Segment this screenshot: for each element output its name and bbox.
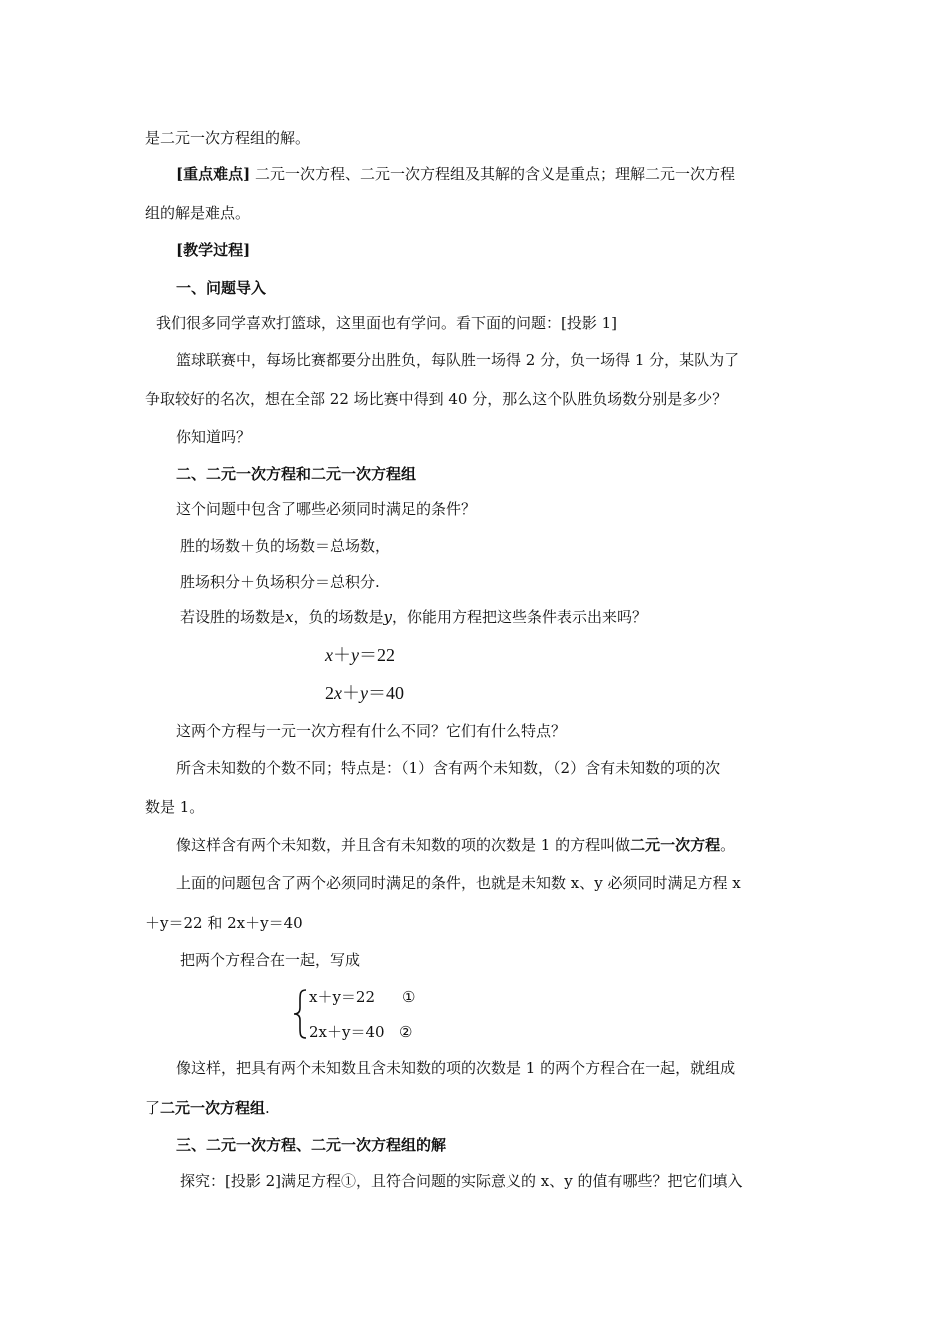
paragraph-line: 篮球联赛中，每场比赛都要分出胜负，每队胜一场得 2 分，负一场得 1 分，某队为了 bbox=[176, 351, 740, 369]
paragraph-line: 上面的问题包含了两个必须同时满足的条件，也就是未知数 x、y 必须同时满足方程 x bbox=[176, 874, 741, 892]
equation-text: 2x＋y＝40 bbox=[309, 1023, 385, 1041]
paragraph-line: 你知道吗？ bbox=[176, 428, 252, 446]
paragraph-line: 这两个方程与一元一次方程有什么不同？它们有什么特点？ bbox=[176, 722, 567, 740]
coefficient: 2 bbox=[325, 683, 334, 703]
text-run: 像这样含有两个未知数，并且含有未知数的项的次数是 1 的方程叫做 bbox=[176, 836, 631, 854]
variable-x: x bbox=[285, 608, 294, 626]
left-brace-icon bbox=[290, 988, 310, 1040]
variable-y: y bbox=[383, 608, 392, 626]
paragraph-line: 数是 1。 bbox=[145, 798, 205, 816]
term-bold: 二元一次方程 bbox=[630, 836, 721, 854]
paragraph-line bbox=[176, 835, 735, 855]
section-heading: [教学过程] bbox=[176, 241, 251, 259]
system-equation-2 bbox=[309, 1022, 385, 1042]
section-heading: 一、问题导入 bbox=[176, 279, 267, 297]
paragraph-line: 是二元一次方程组的解。 bbox=[145, 129, 311, 147]
text-run: 若设胜的场数是 bbox=[180, 608, 286, 626]
equation-rhs: ＝22 bbox=[359, 645, 395, 665]
paragraph-line: ＋y＝22 和 2x＋y＝40 bbox=[145, 914, 303, 932]
paragraph-line: 把两个方程合在一起，写成 bbox=[180, 951, 361, 969]
text-run: 。 bbox=[720, 836, 736, 854]
paragraph-line: 争取较好的名次，想在全部 22 场比赛中得到 40 分，那么这个队胜负场数分别是多少？ bbox=[145, 390, 728, 408]
variable-y: y bbox=[360, 683, 368, 703]
section-heading: 二、二元一次方程和二元一次方程组 bbox=[176, 465, 417, 483]
operator: ＋ bbox=[342, 683, 360, 703]
variable-x: x bbox=[334, 683, 342, 703]
variable-y: y bbox=[351, 645, 359, 665]
circled-number-2: ② bbox=[399, 1023, 413, 1041]
paragraph-line: 胜场积分＋负场积分＝总积分. bbox=[180, 573, 380, 591]
paragraph-line: 所含未知数的个数不同；特点是：（1）含有两个未知数，（2）含有未知数的项的次 bbox=[176, 759, 721, 777]
text-run: 了 bbox=[145, 1099, 161, 1117]
variable-x: x bbox=[325, 645, 333, 665]
paragraph-line: 胜的场数＋负的场数＝总场数， bbox=[180, 537, 391, 555]
key-points-text: 二元一次方程、二元一次方程组及其解的含义是重点；理解二元一次方程 bbox=[254, 165, 735, 183]
text-run: ，你能用方程把这些条件表示出来吗？ bbox=[391, 608, 647, 626]
equation-text: x＋y＝22 bbox=[309, 988, 376, 1006]
paragraph-line: 我们很多同学喜欢打篮球，这里面也有学问。看下面的问题：[投影 1] bbox=[156, 314, 618, 332]
key-points-line bbox=[176, 164, 735, 184]
paragraph-line: 探究：[投影 2]满足方程①，且符合问题的实际意义的 x、y 的值有哪些？把它们填入 bbox=[180, 1172, 743, 1190]
section-heading: 三、二元一次方程、二元一次方程组的解 bbox=[176, 1136, 447, 1154]
operator: ＋ bbox=[333, 645, 351, 665]
circled-number-1: ① bbox=[402, 988, 416, 1006]
equation-rhs: ＝40 bbox=[368, 683, 404, 703]
key-points-label: [重点难点] bbox=[176, 165, 251, 183]
text-run: ，负的场数是 bbox=[293, 608, 384, 626]
system-equation-1 bbox=[309, 987, 375, 1007]
paragraph-line: 组的解是难点。 bbox=[145, 204, 251, 222]
paragraph-line: 这个问题中包含了哪些必须同时满足的条件？ bbox=[176, 500, 477, 518]
paragraph-line: 像这样，把具有两个未知数且含未知数的项的次数是 1 的两个方程合在一起，就组成 bbox=[176, 1059, 736, 1077]
equation-2 bbox=[325, 681, 404, 705]
text-run: . bbox=[265, 1099, 270, 1117]
equation-1 bbox=[325, 643, 395, 667]
paragraph-line bbox=[145, 1098, 270, 1118]
term-bold: 二元一次方程组 bbox=[160, 1099, 266, 1117]
paragraph-line bbox=[180, 607, 647, 627]
